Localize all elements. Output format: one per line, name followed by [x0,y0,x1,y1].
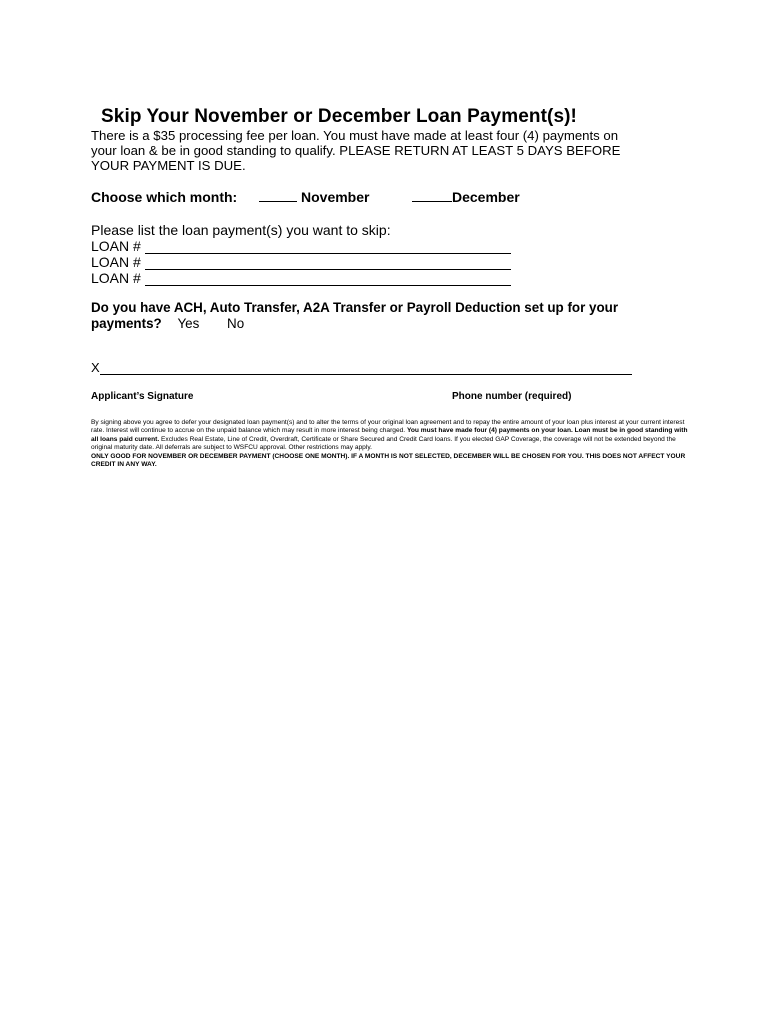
signature-input[interactable] [100,362,632,375]
intro-line-1: There is a $35 processing fee per loan. You must have made at least four (4) payments on [91,128,619,143]
legal-p1-tail: Excludes Real Estate, Line of Credit, Overdraft, Certificate or Share Secured and Credit Card loans. If you elected GAP Coverage, the coverage will not be extended beyond the original maturity date. All deferrals are subject to WSFCU approval. Other restrictions may apply. [91,435,676,452]
intro-text [91,128,691,173]
intro-line-3: YOUR PAYMENT IS DUE. [91,158,246,173]
ach-yes-option[interactable]: Yes [177,316,200,331]
november-option[interactable] [259,189,369,205]
loan-line-3[interactable] [91,270,611,286]
december-option[interactable] [412,189,520,205]
november-blank[interactable] [259,189,297,202]
applicant-signature-label: Applicant’s Signature [91,391,194,402]
legal-p1-text: By signing above you agree to defer your designated loan payment(s) and to alter the terms of your original loan agreement and to repay the entire amount of your loan plus interest at your current interest rate. Interest will continue to accrue on the unpaid balance which may result in more interest being charged. [91,419,685,435]
legal-disclaimer [91,419,691,469]
signature-line[interactable] [91,360,632,375]
legal-p1-bold: You must have made four (4) payments on your loan. Loan must be in good standing with all loans paid current. [91,427,688,443]
ach-question [91,300,691,332]
month-choice-label: Choose which month: [91,189,238,205]
loan-label-3: LOAN # [91,270,141,286]
ach-question-end: payments? [91,316,162,331]
december-label: December [452,189,520,205]
loan-line-2[interactable] [91,254,611,270]
ach-no-option[interactable]: No [227,316,245,331]
intro-line-2: your loan & be in good standing to qualify. PLEASE RETURN AT LEAST 5 DAYS BEFORE [91,143,621,158]
december-blank[interactable] [412,189,452,202]
ach-question-line-2 [91,316,691,332]
loan-input-1[interactable] [145,241,511,254]
form-title: Skip Your November or December Loan Payment(s)! [101,106,577,127]
loan-list-section [91,222,611,286]
loan-label-2: LOAN # [91,254,141,270]
signature-x-mark: X [91,360,100,375]
legal-paragraph-2: ONLY GOOD FOR NOVEMBER OR DECEMBER PAYMENT (CHOOSE ONE MONTH). IF A MONTH IS NOT SELECTED, DECEMBER WILL BE CHOSEN FOR YOU. THIS DOES NOT AFFECT YOUR CREDIT IN ANY WAY. [91,452,686,469]
legal-paragraph-1 [91,419,691,453]
loan-input-2[interactable] [145,257,511,270]
loan-label-1: LOAN # [91,238,141,254]
phone-number-label: Phone number (required) [452,391,572,402]
loan-list-prompt: Please list the loan payment(s) you want to skip: [91,222,391,238]
loan-input-3[interactable] [145,273,511,286]
loan-line-1[interactable] [91,238,611,254]
ach-question-line-1: Do you have ACH, Auto Transfer, A2A Transfer or Payroll Deduction set up for your [91,300,619,315]
november-label: November [301,189,370,205]
